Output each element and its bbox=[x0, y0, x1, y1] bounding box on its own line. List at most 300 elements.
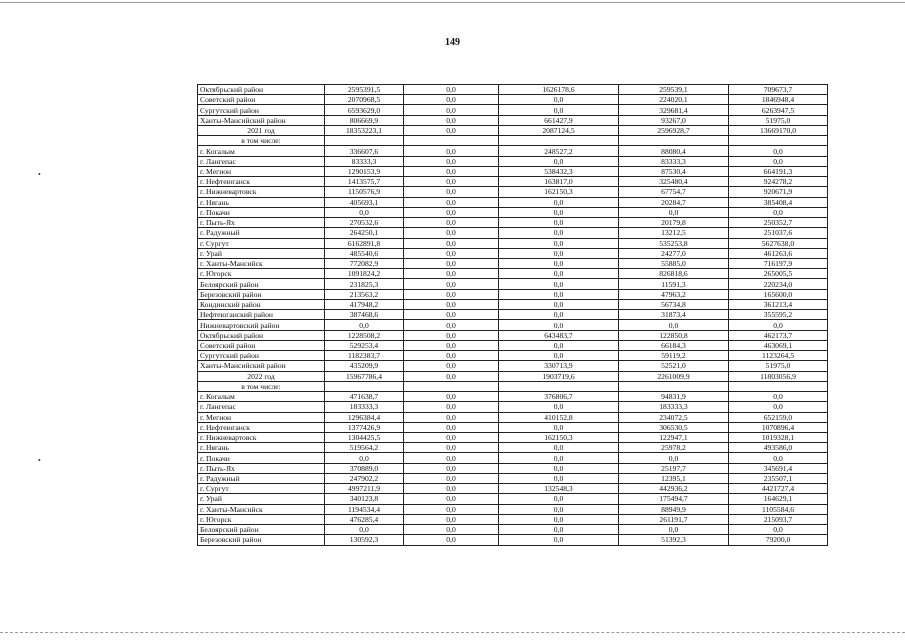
value-cell-c4 bbox=[619, 381, 729, 391]
value-cell-c5: 165600,0 bbox=[729, 289, 828, 299]
value-cell-total: 1413575,7 bbox=[325, 177, 404, 187]
value-cell-c5 bbox=[729, 381, 828, 391]
row-label-cell: г. Нижневартовск bbox=[198, 432, 325, 442]
value-cell-total: 1182383,7 bbox=[325, 351, 404, 361]
row-label-cell: г. Радужный bbox=[198, 473, 325, 483]
value-cell-c4: 66184,3 bbox=[619, 340, 729, 350]
value-cell-total: 4997211,9 bbox=[325, 484, 404, 494]
value-cell-c5: 1123264,5 bbox=[729, 351, 828, 361]
table-row bbox=[198, 320, 828, 330]
table-row bbox=[198, 330, 828, 340]
value-cell-total: 264250,1 bbox=[325, 228, 404, 238]
value-cell-c5: 220234,0 bbox=[729, 279, 828, 289]
row-label-cell: г. Урай bbox=[198, 248, 325, 258]
value-cell-c2: 0,0 bbox=[404, 422, 499, 432]
value-cell-c3: 0,0 bbox=[499, 258, 619, 268]
value-cell-total: 1150576,9 bbox=[325, 187, 404, 197]
value-cell-c3: 0,0 bbox=[499, 473, 619, 483]
row-label-cell: Нефтеюганский район bbox=[198, 310, 325, 320]
value-cell-c2: 0,0 bbox=[404, 484, 499, 494]
table-row bbox=[198, 392, 828, 402]
value-cell-c5: 0,0 bbox=[729, 525, 828, 535]
value-cell-c4: 122850,8 bbox=[619, 330, 729, 340]
value-cell-c4: 25197,7 bbox=[619, 463, 729, 473]
value-cell-c5: 1846948,4 bbox=[729, 95, 828, 105]
value-cell-c5: 4421727,4 bbox=[729, 484, 828, 494]
value-cell-c5: 709673,7 bbox=[729, 85, 828, 95]
value-cell-c4: 87530,4 bbox=[619, 166, 729, 176]
value-cell-c3: 0,0 bbox=[499, 504, 619, 514]
table-row bbox=[198, 187, 828, 197]
value-cell-total: 247902,2 bbox=[325, 473, 404, 483]
table-row bbox=[198, 197, 828, 207]
value-cell-c2: 0,0 bbox=[404, 320, 499, 330]
row-label-cell: г. Пыть-Ях bbox=[198, 463, 325, 473]
value-cell-c3: 538432,3 bbox=[499, 166, 619, 176]
value-cell-c5: 493586,0 bbox=[729, 443, 828, 453]
value-cell-c3 bbox=[499, 381, 619, 391]
value-cell-c4: 13212,5 bbox=[619, 228, 729, 238]
value-cell-c3: 248527,2 bbox=[499, 146, 619, 156]
table-row bbox=[198, 371, 828, 381]
value-cell-total: 15967786,4 bbox=[325, 371, 404, 381]
row-label-cell: г. Радужный bbox=[198, 228, 325, 238]
row-label-cell: г. Лангепас bbox=[198, 402, 325, 412]
row-label-cell: 2022 год bbox=[198, 371, 325, 381]
value-cell-total: 6162891,8 bbox=[325, 238, 404, 248]
value-cell-c3: 0,0 bbox=[499, 218, 619, 228]
value-cell-c2: 0,0 bbox=[404, 207, 499, 217]
value-cell-c5: 1070896,4 bbox=[729, 422, 828, 432]
table-row bbox=[198, 105, 828, 115]
value-cell-c5: 924278,2 bbox=[729, 177, 828, 187]
value-cell-c4: 25978,2 bbox=[619, 443, 729, 453]
value-cell-c4: 20284,7 bbox=[619, 197, 729, 207]
value-cell-c4: 826818,6 bbox=[619, 269, 729, 279]
value-cell-c3 bbox=[499, 136, 619, 146]
value-cell-total: 1194534,4 bbox=[325, 504, 404, 514]
row-label-cell: Ханты-Мансийский район bbox=[198, 115, 325, 125]
value-cell-c4: 325480,4 bbox=[619, 177, 729, 187]
value-cell-c3: 1903719,6 bbox=[499, 371, 619, 381]
value-cell-total: 806669,9 bbox=[325, 115, 404, 125]
value-cell-total: 1296384,4 bbox=[325, 412, 404, 422]
value-cell-c2: 0,0 bbox=[404, 412, 499, 422]
value-cell-c4: 51392,3 bbox=[619, 535, 729, 545]
value-cell-c2: 0,0 bbox=[404, 125, 499, 135]
value-cell-c4: 56734,8 bbox=[619, 299, 729, 309]
row-label-cell: г. Нягань bbox=[198, 197, 325, 207]
value-cell-c3: 0,0 bbox=[499, 279, 619, 289]
value-cell-c2: 0,0 bbox=[404, 177, 499, 187]
value-cell-c5: 0,0 bbox=[729, 146, 828, 156]
value-cell-c3: 0,0 bbox=[499, 238, 619, 248]
value-cell-c3: 0,0 bbox=[499, 535, 619, 545]
value-cell-c3: 0,0 bbox=[499, 95, 619, 105]
value-cell-c2: 0,0 bbox=[404, 146, 499, 156]
table-row bbox=[198, 228, 828, 238]
value-cell-c4: 52521,0 bbox=[619, 361, 729, 371]
value-cell-c3: 410152,8 bbox=[499, 412, 619, 422]
value-cell-c4: 55885,0 bbox=[619, 258, 729, 268]
value-cell-c5: 51975,0 bbox=[729, 361, 828, 371]
value-cell-total bbox=[325, 136, 404, 146]
value-cell-c3: 0,0 bbox=[499, 248, 619, 258]
value-cell-c2: 0,0 bbox=[404, 95, 499, 105]
value-cell-c2: 0,0 bbox=[404, 310, 499, 320]
row-label-cell: Октябрьский район bbox=[198, 85, 325, 95]
row-label-cell: г. Мегион bbox=[198, 166, 325, 176]
value-cell-c4: 442936,2 bbox=[619, 484, 729, 494]
value-cell-c2: 0,0 bbox=[404, 166, 499, 176]
value-cell-c2: 0,0 bbox=[404, 238, 499, 248]
value-cell-total: 529253,4 bbox=[325, 340, 404, 350]
value-cell-c4: 224020,1 bbox=[619, 95, 729, 105]
table-row bbox=[198, 299, 828, 309]
value-cell-c3: 0,0 bbox=[499, 197, 619, 207]
value-cell-c2: 0,0 bbox=[404, 279, 499, 289]
row-label-cell: в том числе: bbox=[198, 136, 325, 146]
value-cell-total: 519564,2 bbox=[325, 443, 404, 453]
value-cell-c5: 0,0 bbox=[729, 402, 828, 412]
row-label-cell: г. Нефтеюганск bbox=[198, 177, 325, 187]
table-row bbox=[198, 207, 828, 217]
table-row bbox=[198, 453, 828, 463]
value-cell-total: 387468,6 bbox=[325, 310, 404, 320]
value-cell-c3: 0,0 bbox=[499, 443, 619, 453]
value-cell-c2: 0,0 bbox=[404, 156, 499, 166]
row-label-cell: Ханты-Мансийский район bbox=[198, 361, 325, 371]
value-cell-c3: 0,0 bbox=[499, 351, 619, 361]
value-cell-total: 6593629,0 bbox=[325, 105, 404, 115]
row-label-cell: г. Лангепас bbox=[198, 156, 325, 166]
value-cell-c5: 5627638,0 bbox=[729, 238, 828, 248]
table-row bbox=[198, 279, 828, 289]
row-label-cell: Березовский район bbox=[198, 289, 325, 299]
table-row bbox=[198, 381, 828, 391]
table-row bbox=[198, 95, 828, 105]
table-row bbox=[198, 136, 828, 146]
value-cell-c2: 0,0 bbox=[404, 197, 499, 207]
row-label-cell: г. Мегион bbox=[198, 412, 325, 422]
table-row bbox=[198, 463, 828, 473]
value-cell-c5: 462173,7 bbox=[729, 330, 828, 340]
value-cell-c5: 0,0 bbox=[729, 156, 828, 166]
row-label-cell: г. Югорск bbox=[198, 269, 325, 279]
value-cell-total: 0,0 bbox=[325, 525, 404, 535]
value-cell-c5: 0,0 bbox=[729, 392, 828, 402]
value-cell-c4: 83333,3 bbox=[619, 156, 729, 166]
row-label-cell: Октябрьский район bbox=[198, 330, 325, 340]
value-cell-total: 336607,6 bbox=[325, 146, 404, 156]
value-cell-c4 bbox=[619, 136, 729, 146]
value-cell-c3: 643483,7 bbox=[499, 330, 619, 340]
value-cell-total bbox=[325, 381, 404, 391]
row-label-cell: г. Нижневартовск bbox=[198, 187, 325, 197]
value-cell-c2: 0,0 bbox=[404, 525, 499, 535]
value-cell-c3: 0,0 bbox=[499, 340, 619, 350]
value-cell-c3: 163817,0 bbox=[499, 177, 619, 187]
value-cell-c5: 716197,9 bbox=[729, 258, 828, 268]
row-label-cell: г. Сургут bbox=[198, 484, 325, 494]
value-cell-c5: 652159,0 bbox=[729, 412, 828, 422]
row-label-cell: Белоярский район bbox=[198, 525, 325, 535]
value-cell-c3: 0,0 bbox=[499, 299, 619, 309]
value-cell-c2: 0,0 bbox=[404, 443, 499, 453]
value-cell-c4: 93267,0 bbox=[619, 115, 729, 125]
value-cell-c4: 59119,2 bbox=[619, 351, 729, 361]
value-cell-total: 417948,2 bbox=[325, 299, 404, 309]
row-label-cell: г. Покачи bbox=[198, 453, 325, 463]
value-cell-c2: 0,0 bbox=[404, 228, 499, 238]
value-cell-c3: 0,0 bbox=[499, 289, 619, 299]
table-row bbox=[198, 484, 828, 494]
value-cell-c2: 0,0 bbox=[404, 432, 499, 442]
row-label-cell: Сургутский район bbox=[198, 105, 325, 115]
row-label-cell: Нижневартовский район bbox=[198, 320, 325, 330]
value-cell-total: 1377426,9 bbox=[325, 422, 404, 432]
value-cell-c4: 0,0 bbox=[619, 525, 729, 535]
table-row bbox=[198, 412, 828, 422]
value-cell-c5: 0,0 bbox=[729, 207, 828, 217]
table-row bbox=[198, 473, 828, 483]
row-label-cell: 2021 год bbox=[198, 125, 325, 135]
value-cell-c3: 0,0 bbox=[499, 402, 619, 412]
table-row bbox=[198, 402, 828, 412]
value-cell-c2: 0,0 bbox=[404, 361, 499, 371]
value-cell-total: 0,0 bbox=[325, 320, 404, 330]
value-cell-c3: 162150,3 bbox=[499, 187, 619, 197]
value-cell-c2: 0,0 bbox=[404, 504, 499, 514]
value-cell-c5: 11803056,9 bbox=[729, 371, 828, 381]
value-cell-c5: 1019328,1 bbox=[729, 432, 828, 442]
value-cell-c4: 67754,7 bbox=[619, 187, 729, 197]
row-label-cell: г. Нягань bbox=[198, 443, 325, 453]
table-body bbox=[198, 85, 828, 546]
value-cell-c3: 0,0 bbox=[499, 310, 619, 320]
value-cell-c4: 47963,2 bbox=[619, 289, 729, 299]
table-row bbox=[198, 525, 828, 535]
value-cell-c3: 162150,3 bbox=[499, 432, 619, 442]
value-cell-c5: 0,0 bbox=[729, 453, 828, 463]
value-cell-c4: 234072,5 bbox=[619, 412, 729, 422]
value-cell-c2: 0,0 bbox=[404, 289, 499, 299]
row-label-cell: г. Югорск bbox=[198, 514, 325, 524]
value-cell-c4: 94831,9 bbox=[619, 392, 729, 402]
table-row bbox=[198, 156, 828, 166]
table-row bbox=[198, 269, 828, 279]
value-cell-c2: 0,0 bbox=[404, 494, 499, 504]
table-row bbox=[198, 146, 828, 156]
value-cell-c2: 0,0 bbox=[404, 187, 499, 197]
value-cell-total: 130592,3 bbox=[325, 535, 404, 545]
value-cell-c2: 0,0 bbox=[404, 535, 499, 545]
value-cell-c4: 261191,7 bbox=[619, 514, 729, 524]
value-cell-c5: 51975,0 bbox=[729, 115, 828, 125]
value-cell-c5: 1105584,6 bbox=[729, 504, 828, 514]
value-cell-c5: 251037,6 bbox=[729, 228, 828, 238]
value-cell-c5: 461263,6 bbox=[729, 248, 828, 258]
value-cell-total: 213563,2 bbox=[325, 289, 404, 299]
value-cell-c5: 250352,7 bbox=[729, 218, 828, 228]
table-row bbox=[198, 289, 828, 299]
value-cell-c2: 0,0 bbox=[404, 514, 499, 524]
value-cell-total: 476285,4 bbox=[325, 514, 404, 524]
row-label-cell: г. Ханты-Мансийск bbox=[198, 504, 325, 514]
table-row bbox=[198, 361, 828, 371]
value-cell-c5: 0,0 bbox=[729, 320, 828, 330]
budget-table bbox=[197, 84, 828, 546]
value-cell-total: 0,0 bbox=[325, 207, 404, 217]
value-cell-c4: 0,0 bbox=[619, 207, 729, 217]
row-label-cell: г. Урай bbox=[198, 494, 325, 504]
value-cell-total: 1304425,5 bbox=[325, 432, 404, 442]
row-label-cell: Советский район bbox=[198, 95, 325, 105]
row-label-cell: Советский район bbox=[198, 340, 325, 350]
row-label-cell: г. Когалым bbox=[198, 146, 325, 156]
margin-dot-mark: • bbox=[38, 456, 41, 465]
value-cell-c4: 183333,3 bbox=[619, 402, 729, 412]
value-cell-c4: 535253,8 bbox=[619, 238, 729, 248]
row-label-cell: в том числе: bbox=[198, 381, 325, 391]
value-cell-c2: 0,0 bbox=[404, 115, 499, 125]
value-cell-c3: 0,0 bbox=[499, 453, 619, 463]
value-cell-c4: 88080,4 bbox=[619, 146, 729, 156]
table-row bbox=[198, 177, 828, 187]
table-row bbox=[198, 125, 828, 135]
value-cell-c5: 235507,1 bbox=[729, 473, 828, 483]
value-cell-c2: 0,0 bbox=[404, 105, 499, 115]
value-cell-total: 435209,9 bbox=[325, 361, 404, 371]
value-cell-total: 2595391,5 bbox=[325, 85, 404, 95]
value-cell-c2 bbox=[404, 381, 499, 391]
value-cell-c2: 0,0 bbox=[404, 218, 499, 228]
value-cell-c2: 0,0 bbox=[404, 402, 499, 412]
table-row bbox=[198, 218, 828, 228]
table-row bbox=[198, 514, 828, 524]
value-cell-c2: 0,0 bbox=[404, 463, 499, 473]
value-cell-total: 772082,9 bbox=[325, 258, 404, 268]
value-cell-c2: 0,0 bbox=[404, 258, 499, 268]
page-number: 149 bbox=[445, 37, 460, 48]
table-row bbox=[198, 422, 828, 432]
value-cell-c2: 0,0 bbox=[404, 340, 499, 350]
value-cell-c4: 2261009,9 bbox=[619, 371, 729, 381]
table-row bbox=[198, 432, 828, 442]
value-cell-c5: 265005,5 bbox=[729, 269, 828, 279]
table-row bbox=[198, 351, 828, 361]
table-row bbox=[198, 535, 828, 545]
value-cell-c4: 175494,7 bbox=[619, 494, 729, 504]
value-cell-c5: 79200,0 bbox=[729, 535, 828, 545]
value-cell-c4: 306530,5 bbox=[619, 422, 729, 432]
value-cell-c4: 122947,1 bbox=[619, 432, 729, 442]
row-label-cell: Сургутский район bbox=[198, 351, 325, 361]
value-cell-c3: 0,0 bbox=[499, 207, 619, 217]
value-cell-total: 83333,3 bbox=[325, 156, 404, 166]
value-cell-c2: 0,0 bbox=[404, 299, 499, 309]
table-row bbox=[198, 340, 828, 350]
row-label-cell: г. Ханты-Мансийск bbox=[198, 258, 325, 268]
row-label-cell: Кондинский район bbox=[198, 299, 325, 309]
value-cell-c4: 12395,1 bbox=[619, 473, 729, 483]
value-cell-c3: 0,0 bbox=[499, 525, 619, 535]
row-label-cell: г. Когалым bbox=[198, 392, 325, 402]
value-cell-total: 340123,8 bbox=[325, 494, 404, 504]
row-label-cell: Белоярский район bbox=[198, 279, 325, 289]
value-cell-c2 bbox=[404, 136, 499, 146]
table-row bbox=[198, 443, 828, 453]
value-cell-c3: 0,0 bbox=[499, 105, 619, 115]
value-cell-c5: 664191,3 bbox=[729, 166, 828, 176]
table-row bbox=[198, 248, 828, 258]
value-cell-c4: 24277,0 bbox=[619, 248, 729, 258]
table-row bbox=[198, 504, 828, 514]
value-cell-c3: 376806,7 bbox=[499, 392, 619, 402]
value-cell-c3: 330713,9 bbox=[499, 361, 619, 371]
value-cell-c4: 2596928,7 bbox=[619, 125, 729, 135]
value-cell-total: 270532,6 bbox=[325, 218, 404, 228]
value-cell-c4: 11591,3 bbox=[619, 279, 729, 289]
table-row bbox=[198, 115, 828, 125]
value-cell-c2: 0,0 bbox=[404, 473, 499, 483]
table-row bbox=[198, 494, 828, 504]
row-label-cell: Березовский район bbox=[198, 535, 325, 545]
value-cell-c4: 20179,8 bbox=[619, 218, 729, 228]
value-cell-total: 485540,6 bbox=[325, 248, 404, 258]
value-cell-total: 183333,3 bbox=[325, 402, 404, 412]
value-cell-c4: 259539,1 bbox=[619, 85, 729, 95]
value-cell-c2: 0,0 bbox=[404, 371, 499, 381]
value-cell-c5: 215093,7 bbox=[729, 514, 828, 524]
scan-bottom-edge bbox=[0, 632, 905, 633]
table-row bbox=[198, 85, 828, 95]
value-cell-total: 0,0 bbox=[325, 453, 404, 463]
value-cell-total: 18353223,1 bbox=[325, 125, 404, 135]
value-cell-c4: 0,0 bbox=[619, 320, 729, 330]
value-cell-c4: 88949,9 bbox=[619, 504, 729, 514]
value-cell-c3: 0,0 bbox=[499, 228, 619, 238]
value-cell-total: 370889,0 bbox=[325, 463, 404, 473]
row-label-cell: г. Сургут bbox=[198, 238, 325, 248]
value-cell-c4: 0,0 bbox=[619, 453, 729, 463]
value-cell-c5: 920671,9 bbox=[729, 187, 828, 197]
value-cell-c2: 0,0 bbox=[404, 85, 499, 95]
value-cell-c5: 13669170,0 bbox=[729, 125, 828, 135]
value-cell-c5 bbox=[729, 136, 828, 146]
value-cell-c3: 1626178,6 bbox=[499, 85, 619, 95]
row-label-cell: г. Покачи bbox=[198, 207, 325, 217]
row-label-cell: г. Нефтеюганск bbox=[198, 422, 325, 432]
value-cell-c5: 164629,1 bbox=[729, 494, 828, 504]
value-cell-total: 1290153,9 bbox=[325, 166, 404, 176]
table-row bbox=[198, 238, 828, 248]
row-label-cell: г. Пыть-Ях bbox=[198, 218, 325, 228]
table-row bbox=[198, 258, 828, 268]
value-cell-c3: 0,0 bbox=[499, 269, 619, 279]
value-cell-c5: 463069,1 bbox=[729, 340, 828, 350]
value-cell-total: 2070968,5 bbox=[325, 95, 404, 105]
value-cell-c2: 0,0 bbox=[404, 269, 499, 279]
value-cell-c4: 329681,4 bbox=[619, 105, 729, 115]
value-cell-c2: 0,0 bbox=[404, 453, 499, 463]
value-cell-total: 231825,3 bbox=[325, 279, 404, 289]
value-cell-c5: 385408,4 bbox=[729, 197, 828, 207]
value-cell-c3: 0,0 bbox=[499, 320, 619, 330]
value-cell-total: 1091824,2 bbox=[325, 269, 404, 279]
value-cell-c5: 6263947,5 bbox=[729, 105, 828, 115]
table-row bbox=[198, 310, 828, 320]
